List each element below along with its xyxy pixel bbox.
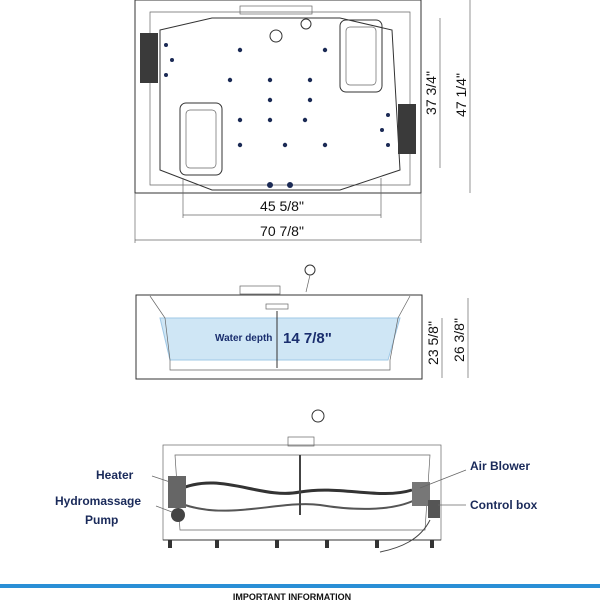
jet [380, 128, 384, 132]
jet [164, 73, 168, 77]
dim-overall-width: 47 1/4" [453, 73, 469, 117]
footer-text: IMPORTANT INFORMATION [232, 592, 352, 600]
footer [0, 584, 600, 600]
jet [170, 58, 174, 62]
jet [268, 118, 272, 122]
side-view [136, 265, 468, 379]
tub-inner-rim [150, 12, 410, 185]
jet [238, 48, 242, 52]
pipe-main [178, 483, 412, 494]
jets [164, 43, 390, 188]
headrest-left [140, 33, 158, 83]
label-pump-line2: Pump [85, 513, 119, 527]
jet [228, 78, 232, 82]
jet [386, 143, 390, 147]
jet [238, 143, 242, 147]
jet [238, 118, 242, 122]
dim-overall-height: 26 3/8" [451, 318, 467, 362]
jet [323, 143, 327, 147]
water-depth-value: 14 7/8" [283, 330, 332, 347]
faucet-side [240, 286, 280, 294]
jet [323, 48, 327, 52]
control-box-unit [428, 500, 440, 518]
foot [215, 540, 219, 548]
foot [275, 540, 279, 548]
shower-head-front [312, 410, 324, 422]
heater-unit [168, 476, 186, 508]
shower-head-side [305, 265, 315, 275]
label-air-blower: Air Blower [470, 459, 531, 473]
jet [386, 113, 390, 117]
dim-inner-length: 45 5/8" [260, 198, 304, 214]
overflow-drain [266, 304, 288, 309]
drain [270, 30, 282, 42]
foot [430, 540, 434, 548]
control-knob [287, 182, 293, 188]
label-pump-line1: Hydromassage [55, 494, 142, 508]
footer-band [0, 584, 600, 588]
pump-unit [171, 508, 185, 522]
dim-inner-height: 23 5/8" [425, 321, 441, 365]
headrest-right [398, 104, 416, 154]
water-area [160, 318, 400, 360]
water-depth-label: Water depth [215, 333, 273, 344]
front-view [55, 410, 538, 552]
dim-overall-length: 70 7/8" [260, 223, 304, 239]
label-control-box: Control box [470, 498, 538, 512]
jet [164, 43, 168, 47]
air-blower-unit [412, 482, 430, 506]
foot [168, 540, 172, 548]
control-knob [267, 182, 273, 188]
foot [325, 540, 329, 548]
shower-head-top [301, 19, 311, 29]
jet [303, 118, 307, 122]
top-view [135, 0, 470, 243]
dim-inner-width: 37 3/4" [423, 71, 439, 115]
jet [268, 98, 272, 102]
faucet-deck [240, 6, 312, 14]
foot [375, 540, 379, 548]
tub-outer-rim [135, 0, 421, 193]
jet [308, 78, 312, 82]
power-cord [380, 520, 430, 552]
label-heater: Heater [96, 468, 134, 482]
jet [308, 98, 312, 102]
jet [268, 78, 272, 82]
tub-basin [160, 18, 400, 190]
jet [283, 143, 287, 147]
